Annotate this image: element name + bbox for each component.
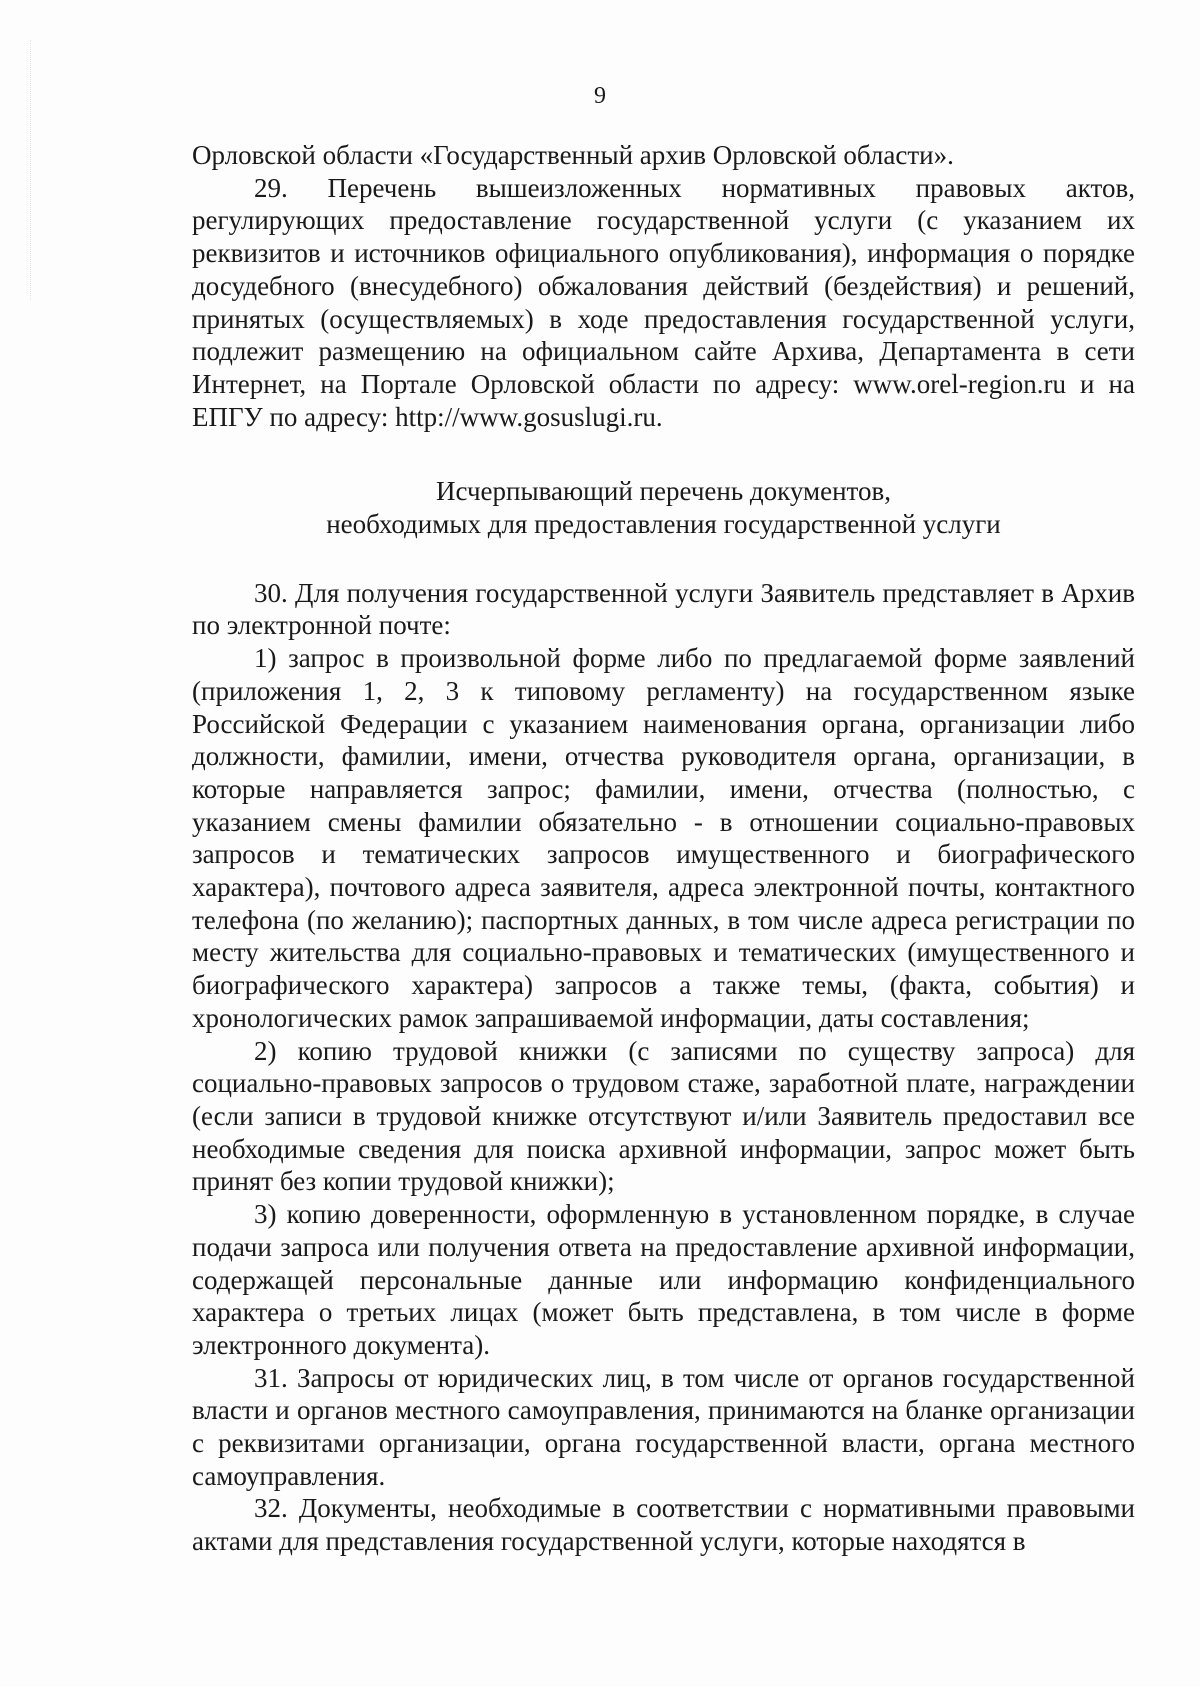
section-heading-line-1: Исчерпывающий перечень документов, (436, 476, 891, 507)
paragraph-continuation: Орловской области «Государственный архив Орловской области». (192, 140, 954, 170)
paragraph-30: 30. Для получения государственной услуги Заявитель представляет в Архив по электронной почте: (192, 577, 1135, 641)
paragraph-29: 29. Перечень вышеизложенных нормативных правовых актов, регулирующих предоставление государственной услуги (с указанием их реквизитов и источников официального опубликования), информация о порядке досудебного (внесудебного) обжалования действий (бездействия) и решений, принятых (осуществляемых) в ходе предоставления государственной услуги, подлежит размещению на официальном сайте Архива, Департамента в сети Интернет, на Портале Орловской области по адресу: www.orel-region.ru и на ЕПГУ по адресу: http://www.gosuslugi.ru. (192, 172, 1135, 432)
paragraph-32: 32. Документы, необходимые в соответствии с нормативными правовыми актами для представления государственной услуги, которые находятся в (192, 1493, 1135, 1557)
section-heading-line-2: необходимых для предоставления государственной услуги (326, 509, 1001, 540)
paragraph-31: 31. Запросы от юридических лиц, в том числе от органов государственной власти и органов местного самоуправления, принимаются на бланке организации с реквизитами организации, органа государственной власти, органа местного самоуправления. (192, 1362, 1135, 1491)
document-body (192, 139, 1135, 1558)
paragraph-30-item-3: 3) копию доверенности, оформленную в установленном порядке, в случае подачи запроса или получения ответа на предоставление архивной информации, содержащей персональные данные или информацию конфиденциального характера о третьих лицах (может быть представлена, в том числе в форме электронного документа). (192, 1199, 1135, 1360)
scan-margin-artifact (30, 40, 43, 300)
paragraph-30-item-1: 1) запрос в произвольной форме либо по предлагаемой форме заявлений (приложения 1, 2, 3 к типовому регламенту) на государственном языке Российской Федерации с указанием наименования органа, организации либо должности, фамилии, имени, отчества руководителя органа, организации, в которые направляется запрос; фамилии, имени, отчества (полностью, с указанием смены фамилии обязательно - в отношении социально-правовых запросов и тематических запросов имущественного и биографического характера), почтового адреса заявителя, адреса электронной почты, контактного телефона (по желанию); паспортных данных, в том числе адреса регистрации по месту жительства для социально-правовых и тематических (имущественного и биографического характера) запросов а также темы, (факта, события) и хронологических рамок запрашиваемой информации, даты составления; (192, 643, 1135, 1033)
section-heading (192, 475, 1135, 540)
paragraph-30-item-2: 2) копию трудовой книжки (с записями по существу запроса) для социально-правовых запросов о трудовом стаже, заработной плате, награждении (если записи в трудовой книжке отсутствуют и/или Заявитель предоставил все необходимые сведения для поиска архивной информации, запрос может быть принят без копии трудовой книжки); (192, 1035, 1135, 1197)
page-number: 9 (594, 83, 606, 109)
